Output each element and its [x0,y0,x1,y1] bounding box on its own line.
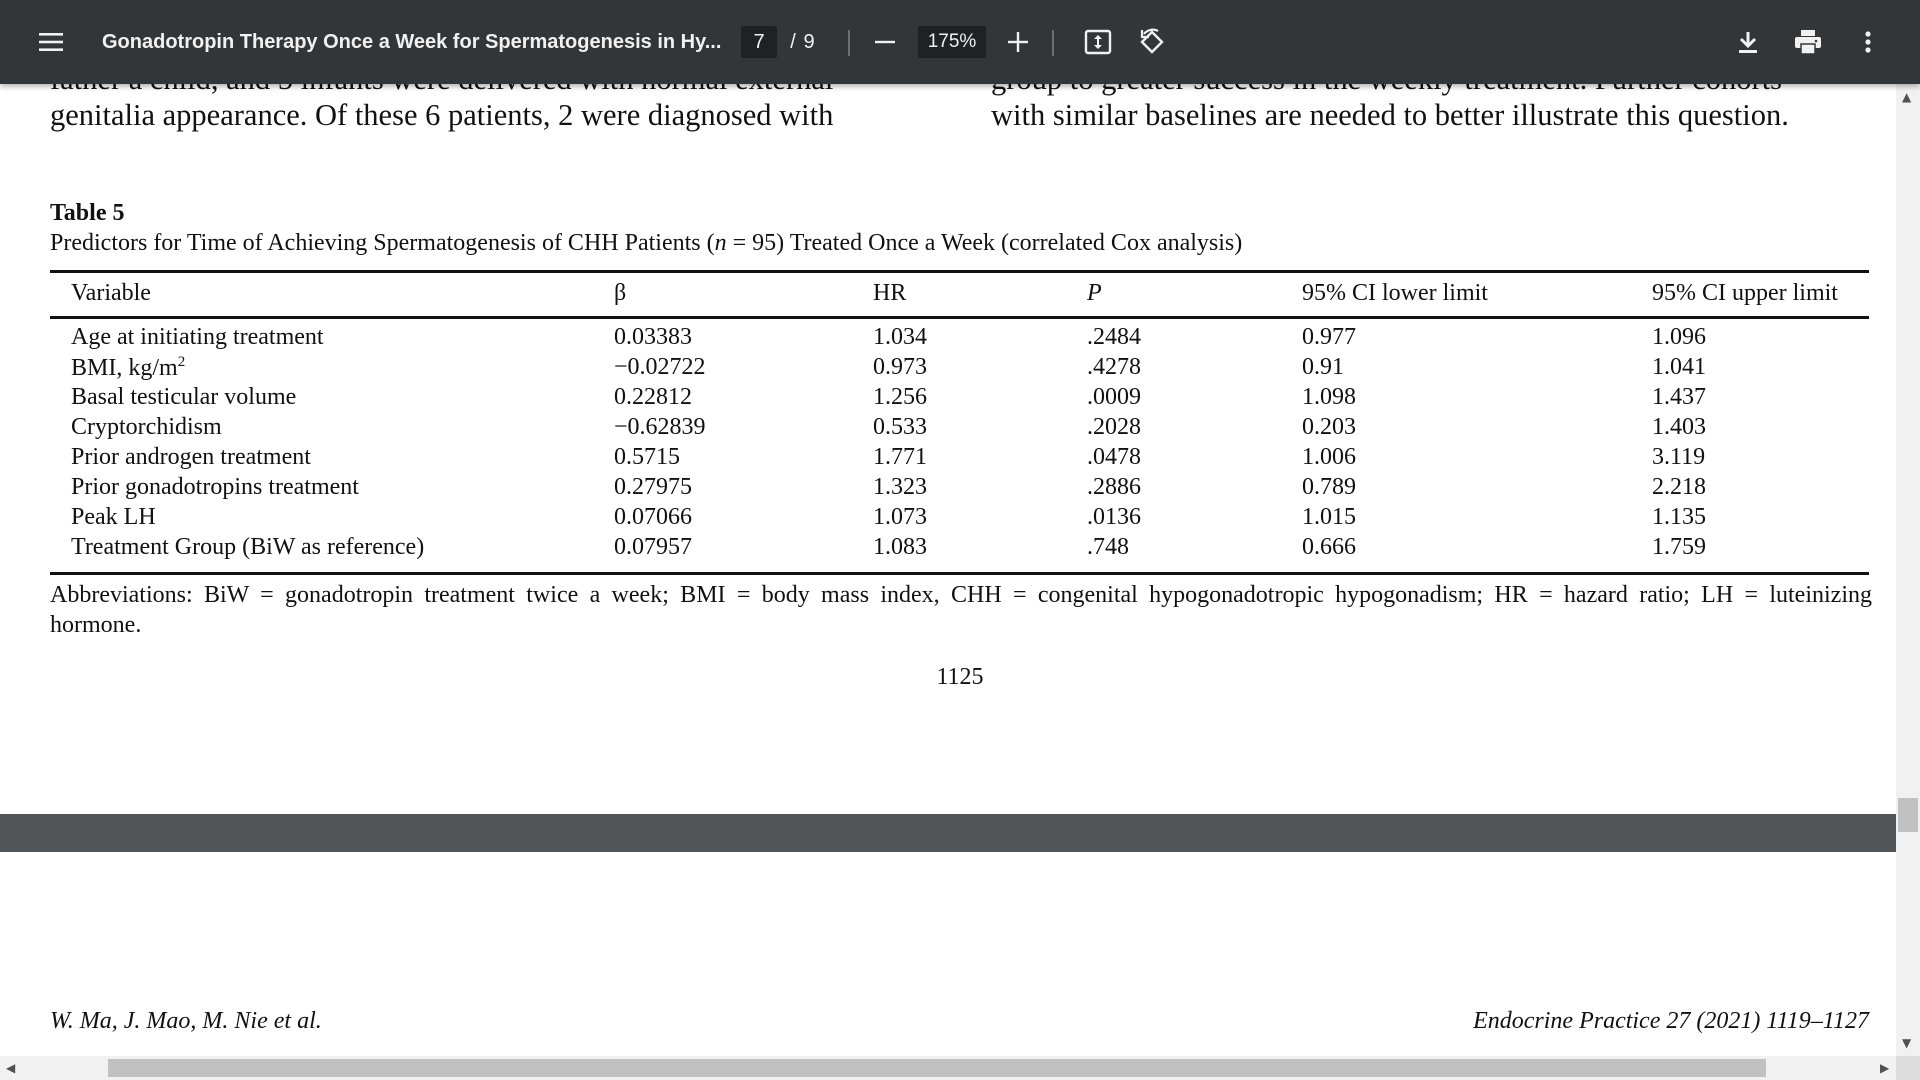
document-title: Gonadotropin Therapy Once a Week for Spermatogenesis in Hy... [102,30,722,53]
table-row [0,414,1896,444]
cell-variable: Cryptorchidism [71,414,222,440]
page-number-input[interactable]: 7 [741,26,777,58]
header-beta: β [614,280,627,306]
page-separator-gap [0,814,1896,852]
cell-ci-upper: 1.759 [1652,534,1706,560]
cell-variable: BMI, $kg/m^2$ [71,354,186,381]
cell-ci-lower: 1.006 [1302,444,1356,470]
print-icon[interactable] [1788,22,1828,62]
cell-variable: Treatment Group (BiW as reference) [71,534,425,560]
cell-hr: 1.323 [873,474,927,500]
cell-p: .2886 [1087,474,1141,500]
scrollbar-corner [1896,1056,1920,1080]
cell-ci-upper: 1.041 [1652,354,1706,380]
table-top-rule [50,270,1869,273]
horizontal-scroll-thumb[interactable] [108,1059,1766,1077]
body-text-line: genitalia appearance. Of these 6 patients, 2 were diagnosed with [50,98,834,132]
cell-variable: Prior gonadotropins treatment [71,474,359,500]
cell-hr: 0.533 [873,414,927,440]
superscript: 2 [177,354,186,370]
cell-beta: 0.22812 [614,384,692,410]
cell-beta: 0.07957 [614,534,692,560]
cell-hr: 1.083 [873,534,927,560]
page-separator: / [790,30,796,53]
toolbar-divider [1052,30,1054,56]
cell-ci-lower: 0.789 [1302,474,1356,500]
cell-p: .2028 [1087,414,1141,440]
cell-ci-lower: 0.666 [1302,534,1356,560]
cell-hr: 0.973 [873,354,927,380]
table-footnote [50,580,1872,640]
scroll-down-arrow-icon[interactable]: ▼ [1902,1036,1912,1050]
table-row [0,384,1896,414]
cell-variable: Age at initiating treatment [71,324,324,350]
zoom-level-input[interactable]: 175% [918,26,986,58]
table-row [0,444,1896,474]
cell-ci-upper: 1.437 [1652,384,1706,410]
cell-ci-upper: 3.119 [1652,444,1706,470]
more-vert-icon[interactable] [1850,22,1886,62]
zoom-out-icon[interactable] [868,22,902,62]
cell-beta: 0.07066 [614,504,692,530]
cell-p: .748 [1087,534,1129,560]
cell-variable: Peak LH [71,504,156,530]
cell-ci-lower: 0.977 [1302,324,1356,350]
cell-variable: Basal testicular volume [71,384,297,410]
page-number: 1125 [936,664,984,690]
table-caption: Predictors for Time of Achieving Spermatogenesis of CHH Patients (n = 95) Treated Once a Week (correlated Cox analysis) [50,230,1243,256]
cell-ci-lower: 0.203 [1302,414,1356,440]
table-row [0,504,1896,534]
header-hr: HR [873,280,907,306]
scroll-right-arrow-icon[interactable]: ▶ [1880,1061,1890,1075]
footnote-line: hormone. [50,612,142,638]
running-footer-journal: Endocrine Practice 27 (2021) 1119–1127 [1473,1008,1869,1034]
cell-ci-upper: 1.403 [1652,414,1706,440]
table-row [0,354,1896,384]
header-ci-upper: 95% CI upper limit [1652,280,1838,306]
download-icon[interactable] [1728,22,1768,62]
cell-ci-upper: 1.096 [1652,324,1706,350]
scroll-left-arrow-icon[interactable]: ◀ [6,1061,16,1075]
pdf-viewer[interactable] [0,84,1896,1056]
header-p: P [1087,280,1102,306]
menu-icon[interactable] [30,22,72,62]
table-row [0,474,1896,504]
cell-beta: −0.62839 [614,414,706,440]
table-row [0,324,1896,354]
table-bottom-rule [50,572,1869,575]
fit-page-icon[interactable] [1078,22,1118,62]
cell-beta: 0.27975 [614,474,692,500]
cell-beta: −0.02722 [614,354,706,380]
table-row [0,534,1896,564]
cell-ci-upper: 1.135 [1652,504,1706,530]
table-header-rule [50,316,1869,319]
cell-hr: 1.256 [873,384,927,410]
cell-hr: 1.771 [873,444,927,470]
cell-ci-lower: 1.015 [1302,504,1356,530]
vertical-scrollbar[interactable] [1896,84,1920,1056]
vertical-scroll-thumb[interactable] [1898,798,1918,832]
cell-hr: 1.034 [873,324,927,350]
cell-p: .0478 [1087,444,1141,470]
cell-ci-lower: 0.91 [1302,354,1344,380]
cell-p: .0136 [1087,504,1141,530]
cell-hr: 1.073 [873,504,927,530]
cell-ci-lower: 1.098 [1302,384,1356,410]
cell-p: .4278 [1087,354,1141,380]
body-text-line: with similar baselines are needed to better illustrate this question. [991,98,1789,132]
pdf-page [0,84,1896,814]
pdf-toolbar [0,0,1920,84]
cell-p: .2484 [1087,324,1141,350]
cell-beta: 0.03383 [614,324,692,350]
zoom-in-icon[interactable] [1000,22,1036,62]
cell-beta: 0.5715 [614,444,680,470]
running-footer-authors: W. Ma, J. Mao, M. Nie et al. [50,1008,322,1034]
cell-ci-upper: 2.218 [1652,474,1706,500]
total-pages: 9 [803,30,815,53]
scroll-up-arrow-icon[interactable]: ▲ [1902,90,1912,104]
footnote-line: Abbreviations: BiW = gonadotropin treatment twice a week; BMI = body mass index, CHH = congenital hypogonadotropic hypogonadism; HR = hazard ratio; LH = luteinizing [50,582,1872,608]
cell-p: .0009 [1087,384,1141,410]
table-label: Table 5 [50,200,125,226]
cell-variable: Prior androgen treatment [71,444,311,470]
header-variable: Variable [71,280,151,306]
header-ci-lower: 95% CI lower limit [1302,280,1488,306]
toolbar-divider [848,30,850,56]
rotate-icon[interactable] [1132,22,1172,62]
